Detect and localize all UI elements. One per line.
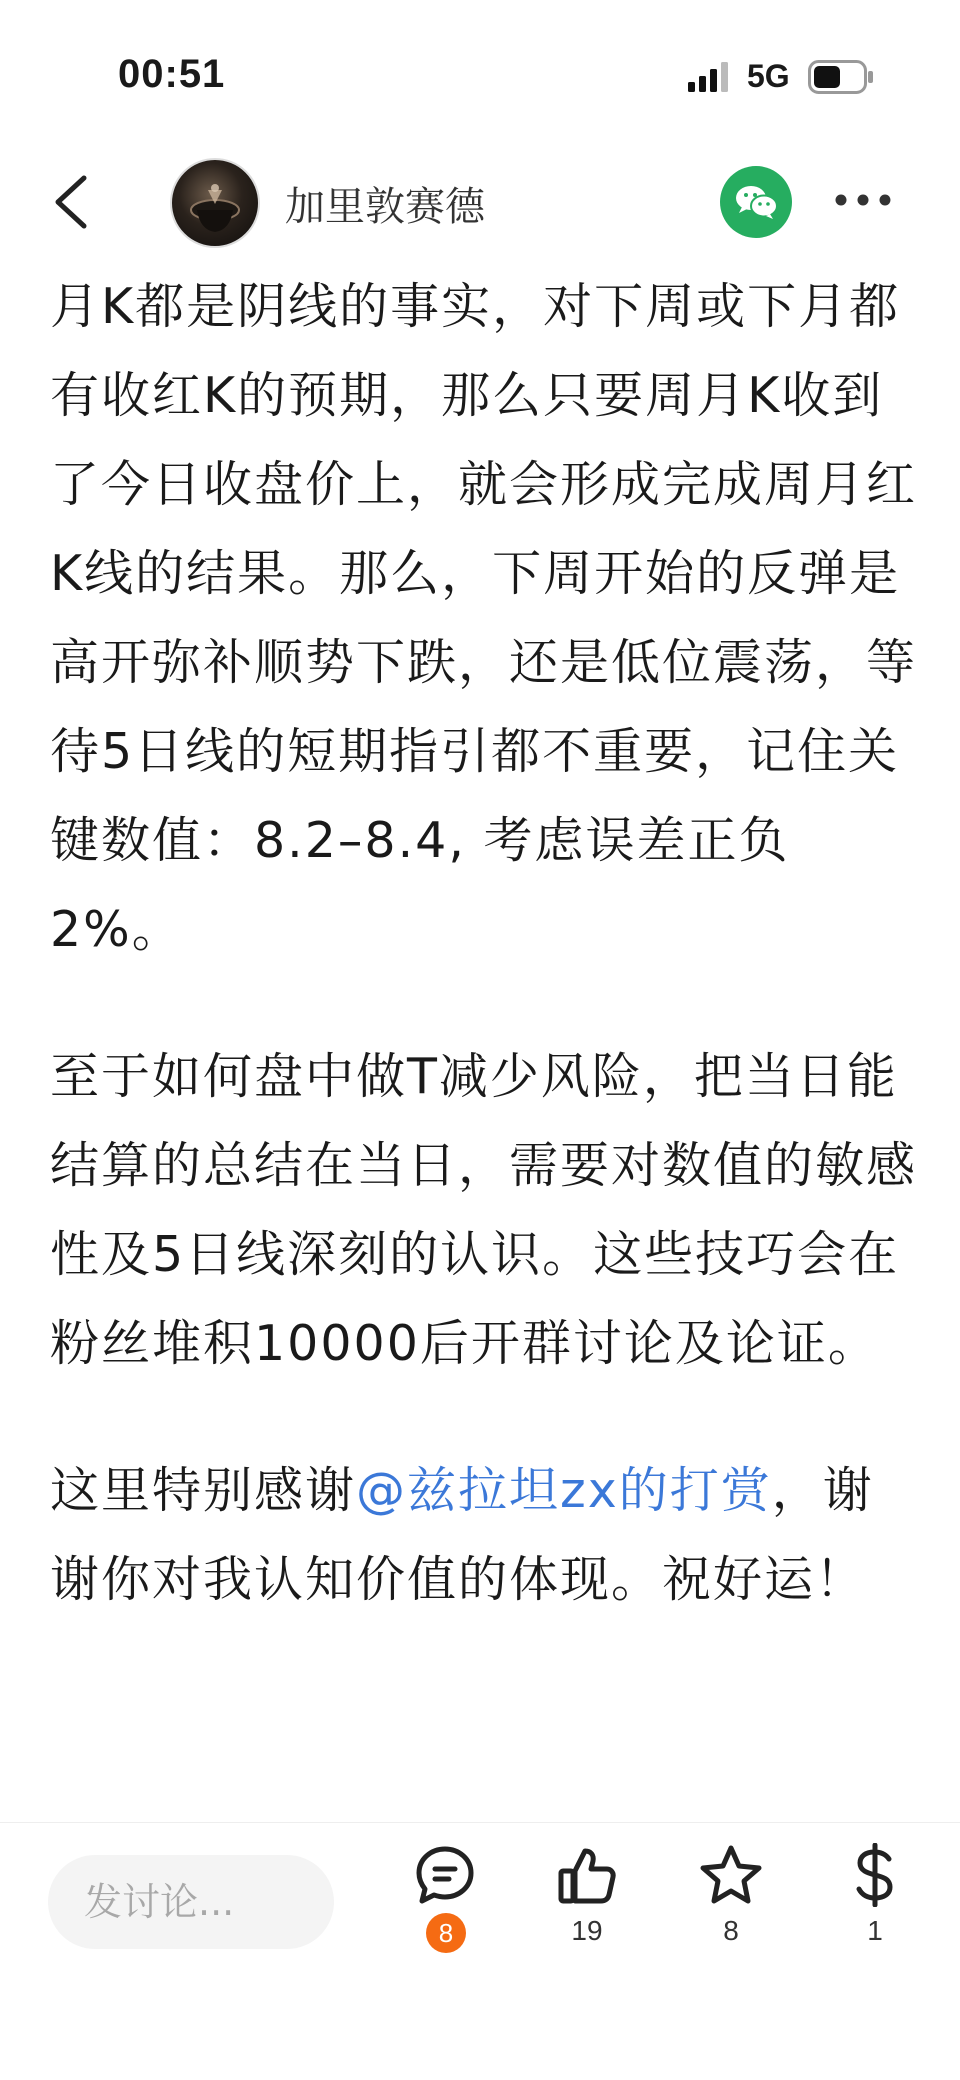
reward-button[interactable] xyxy=(820,1843,930,1973)
author-name[interactable]: 加里敦赛德 xyxy=(285,184,485,230)
article-paragraph xyxy=(50,1446,920,1624)
article-paragraph: 月K都是阴线的事实，对下周或下月都有收红K的预期，那么只要周月K收到了今日收盘价上，就会形成完成周月红K线的结果。那么，下周开始的反弹是高开弥补顺势下跌，还是低位震荡，等待5日线的短期指引都不重要，记住关键数值：8.2–8.4, 考虑误差正负2%。 xyxy=(50,278,918,958)
comment-count-badge: 8 xyxy=(426,1913,466,1953)
article-body xyxy=(50,262,920,1624)
paragraph-text: ，谢谢你对我认知价值的体现。祝好运！ xyxy=(50,1462,874,1608)
like-count: 19 xyxy=(571,1915,603,1946)
like-icon xyxy=(555,1843,619,1907)
network-label: 5G xyxy=(747,58,790,94)
article-paragraph: 至于如何盘中做T减少风险，把当日能结算的总结在当日，需要对数值的敏感性及5日线深刻的认识。这些技巧会在粉丝堆积10000后开群讨论及论证。 xyxy=(50,1048,918,1372)
wechat-icon xyxy=(720,166,792,238)
dollar-icon xyxy=(843,1843,907,1907)
bottom-action-bar xyxy=(0,1822,960,2080)
mention-link[interactable]: @兹拉坦zx的打赏 xyxy=(356,1462,772,1519)
more-icon[interactable] xyxy=(833,180,893,220)
star-icon xyxy=(699,1843,763,1907)
favorite-count: 8 xyxy=(723,1915,739,1946)
avatar[interactable] xyxy=(170,158,260,248)
comment-input[interactable]: 发讨论... xyxy=(48,1855,334,1949)
favorite-button[interactable] xyxy=(676,1843,786,1973)
comment-button[interactable] xyxy=(390,1843,500,1973)
signal-icon xyxy=(688,62,732,92)
paragraph-text: 这里特别感谢 xyxy=(50,1462,357,1519)
battery-icon xyxy=(808,60,874,94)
comment-icon xyxy=(413,1843,477,1907)
back-arrow-icon[interactable] xyxy=(48,172,98,232)
status-bar xyxy=(0,0,960,150)
nav-bar xyxy=(0,150,960,270)
reward-count: 1 xyxy=(867,1915,883,1946)
wechat-share-button[interactable] xyxy=(720,166,792,238)
like-button[interactable] xyxy=(532,1843,642,1973)
status-time: 00:51 xyxy=(118,52,226,96)
